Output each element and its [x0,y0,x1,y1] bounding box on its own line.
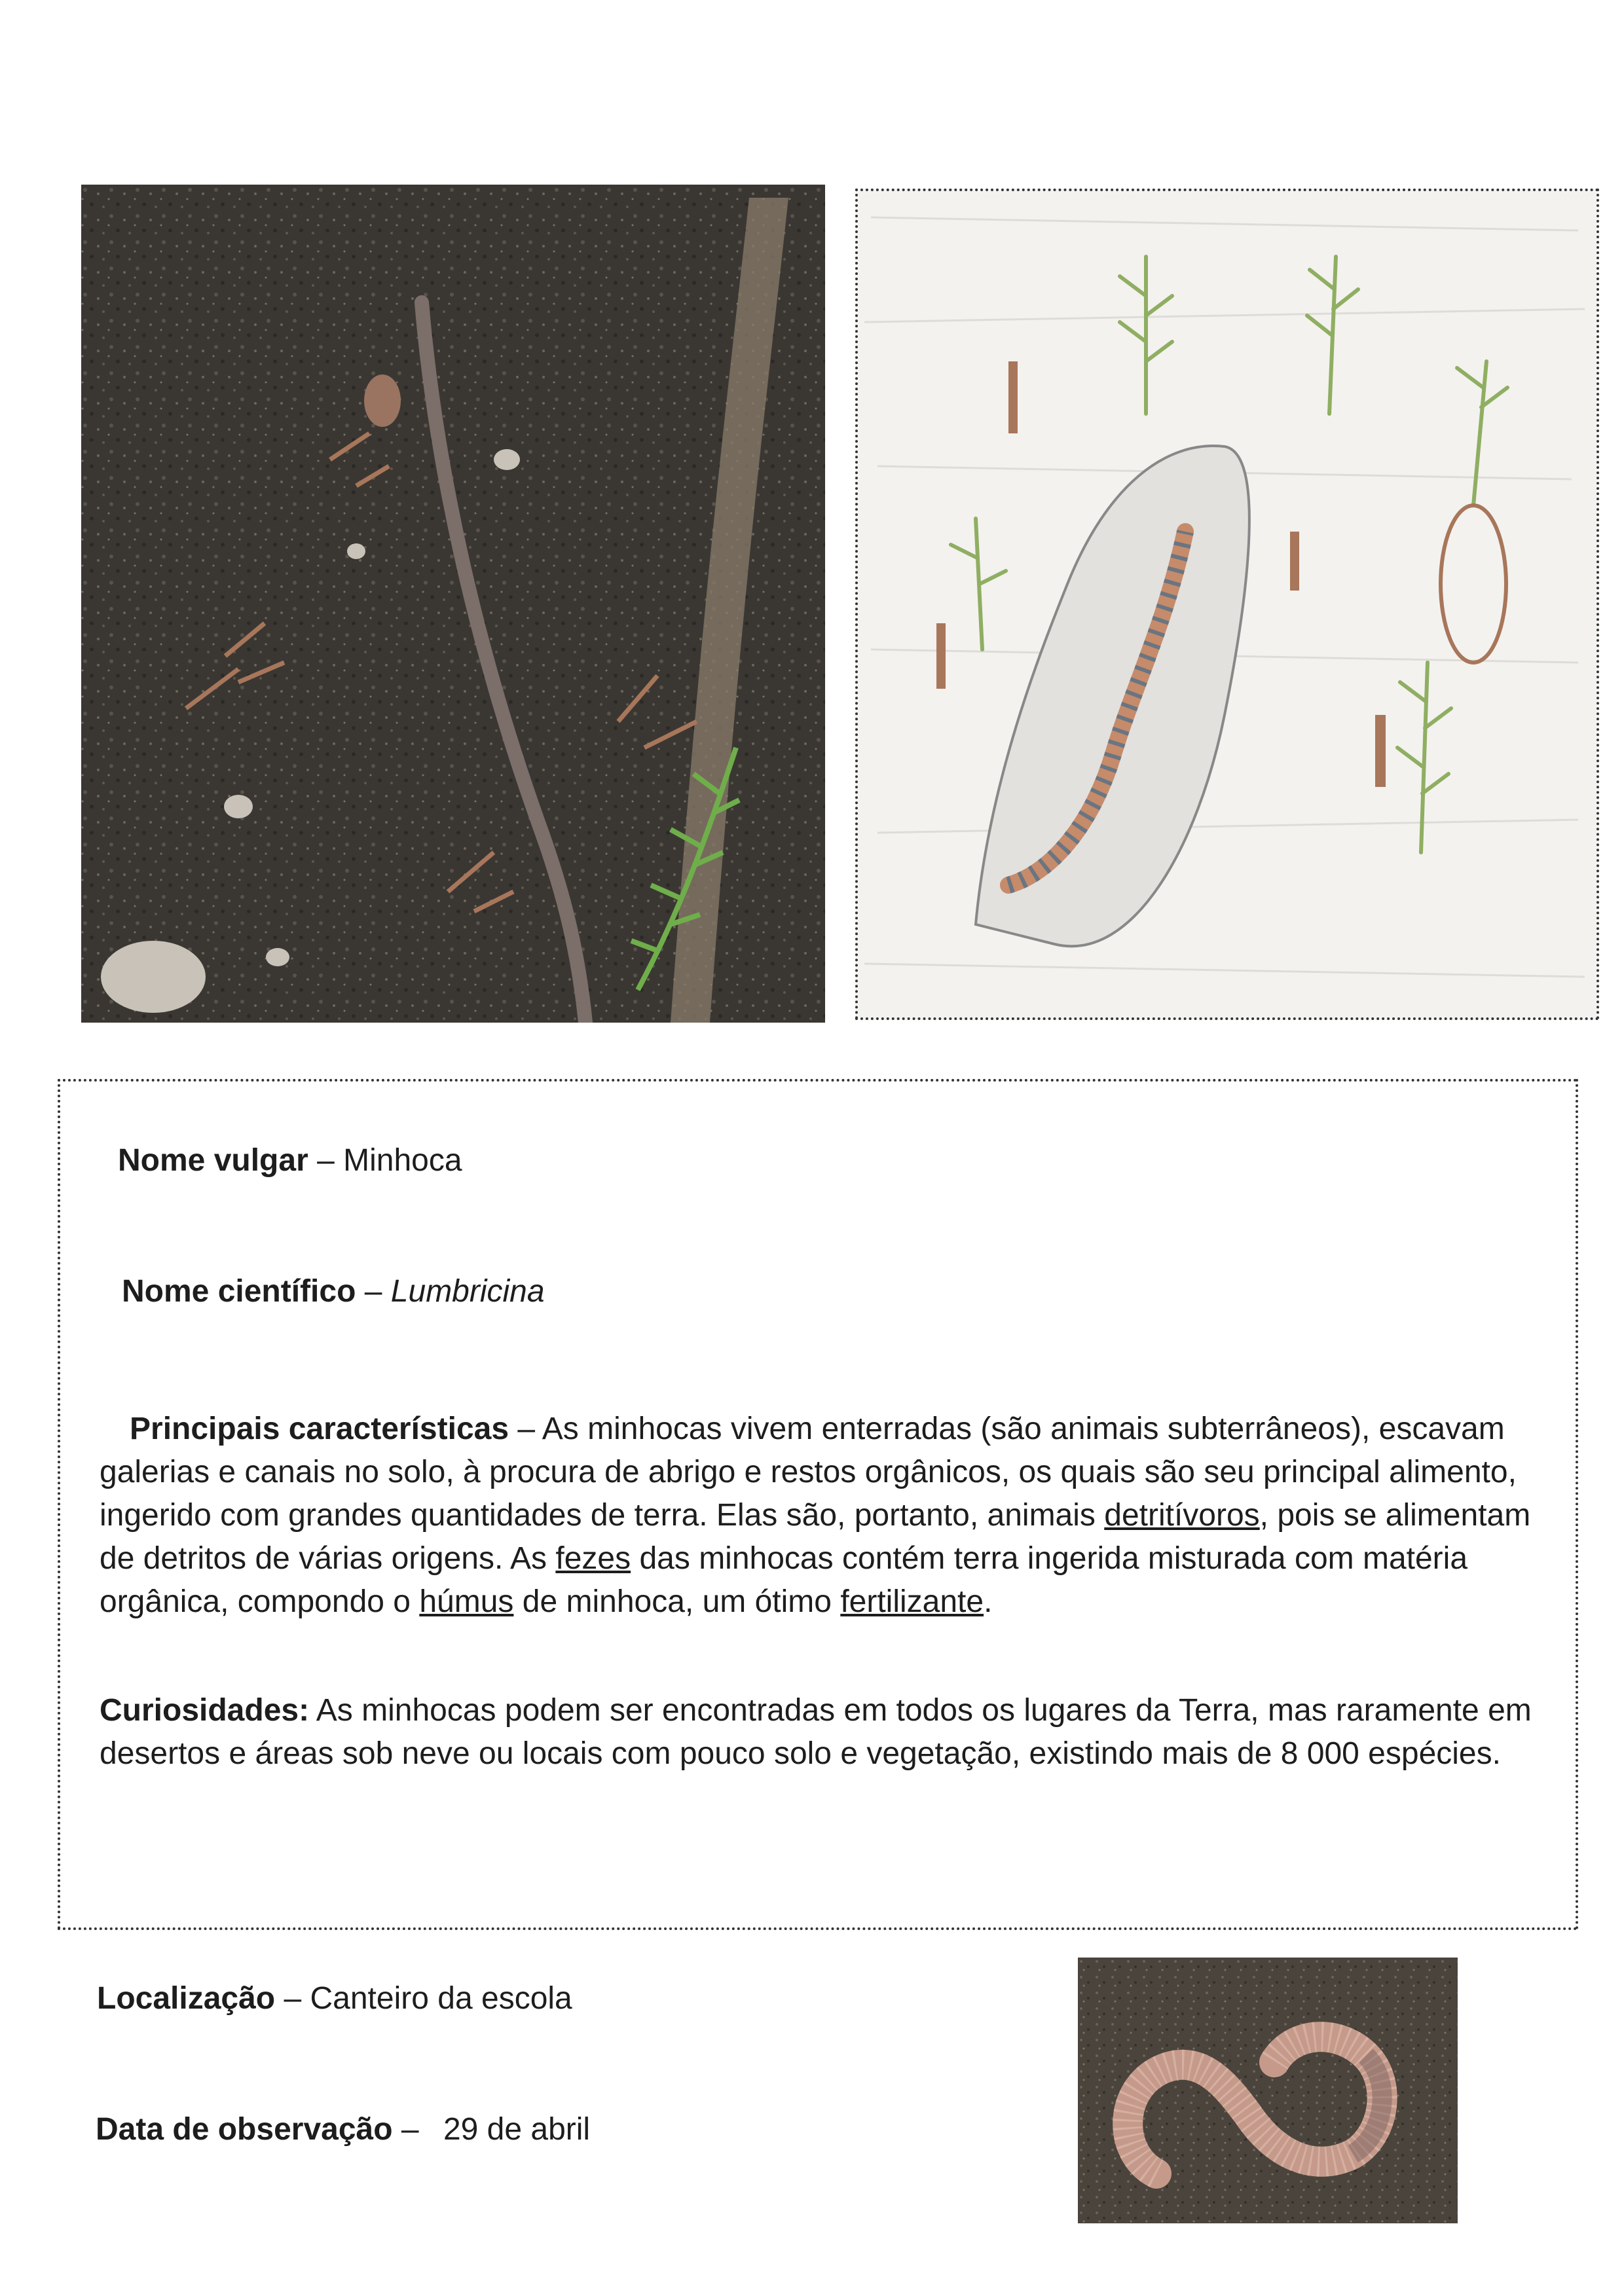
location-line [97,1977,572,2020]
curiosities-label: Curiosidades: [100,1693,310,1728]
characteristics-separator: – [517,1412,536,1446]
observation-date-value: 29 de abril [443,2112,591,2147]
common-name-line [118,1139,462,1182]
worm-drawing [855,189,1599,1020]
observation-date-separator: – [401,2112,419,2147]
characteristics-text-2: , pois se alimentam de detritos de várias origens. As [100,1498,1531,1576]
common-name-label: Nome vulgar [118,1143,308,1178]
characteristics-text-1: As minhocas vivem enterradas (são animais subterrâneos), escavam galerias e canais no solo, à procura de abrigo e restos orgânicos, os quais são seu principal alimento, ingerido com grandes quantidades de terra. Elas são, portanto, animais [100,1412,1517,1533]
scientific-name-value: Lumbricina [390,1274,545,1309]
location-separator: – [284,1981,302,2016]
term-fertilizante: fertilizante [840,1584,984,1619]
curiosities-paragraph [100,1689,1540,1776]
term-fezes: fezes [555,1541,631,1576]
characteristics-label: Principais características [130,1412,509,1446]
common-name-separator: – [317,1143,335,1178]
scientific-name-separator: – [364,1274,382,1309]
common-name-value: Minhoca [343,1143,462,1178]
curiosities-text: As minhocas podem ser encontradas em todos os lugares da Terra, mas raramente em desertos e áreas sob neve ou locais com pouco solo e vegetação, existindo mais de 8 000 espécies. [100,1693,1532,1771]
scientific-name-line [122,1270,545,1313]
characteristics-paragraph [100,1408,1540,1624]
characteristics-text-3: das minhocas contém terra ingerida misturada com matéria orgânica, compondo o [100,1541,1468,1619]
location-value: Canteiro da escola [310,1981,572,2016]
observation-date-label: Data de observação [96,2112,393,2147]
location-label: Localização [97,1981,276,2016]
soil-photo [81,185,825,1023]
term-humus: húmus [419,1584,514,1619]
scientific-name-label: Nome científico [122,1274,356,1309]
characteristics-text-5: . [984,1584,993,1619]
term-detritivoros: detritívoros [1104,1498,1260,1533]
observation-date-line [96,2108,590,2151]
characteristics-text-4: de minhoca, um ótimo [522,1584,832,1619]
earthworm-photo [1078,1958,1458,2223]
